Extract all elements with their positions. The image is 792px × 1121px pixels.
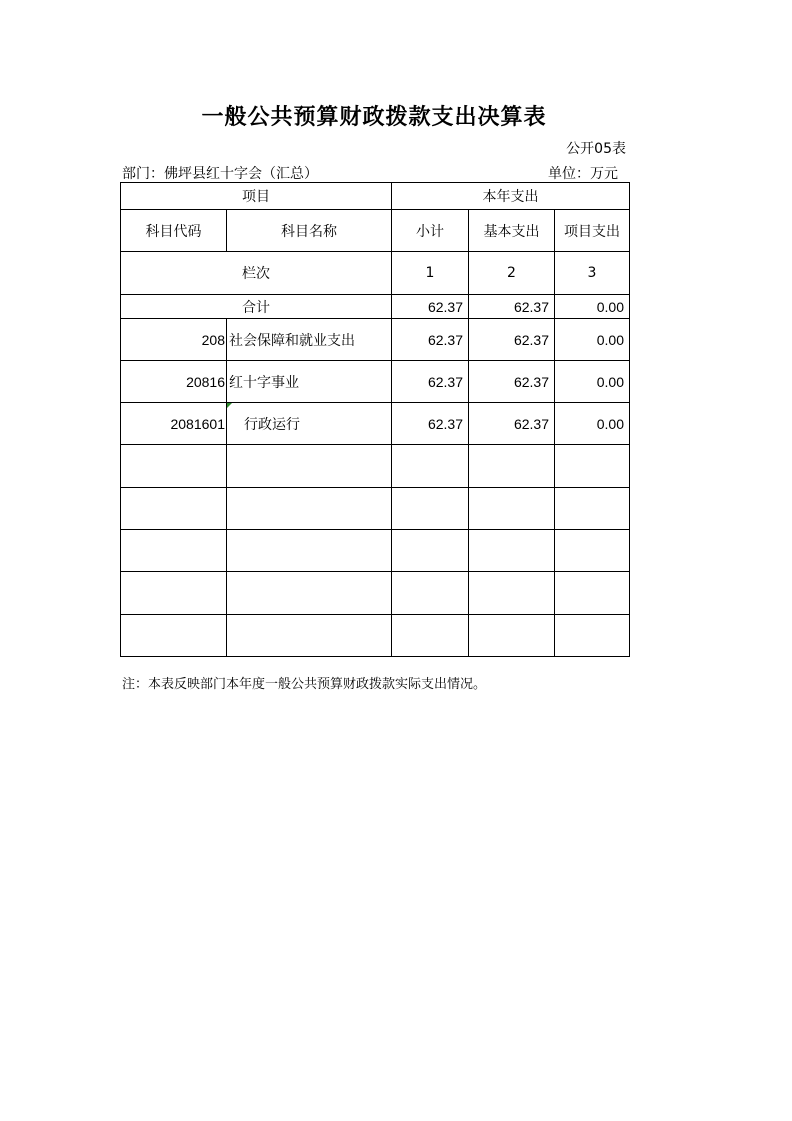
- row-subtotal: 62.37: [392, 319, 469, 361]
- column-number-2: 2: [469, 252, 555, 295]
- header-basic: 基本支出: [469, 210, 555, 252]
- row-project: 0.00: [555, 319, 630, 361]
- header-subtotal: 小计: [392, 210, 469, 252]
- row-basic: 62.37: [469, 319, 555, 361]
- column-number-3: 3: [555, 252, 630, 295]
- header-expense-group: 本年支出: [392, 183, 630, 210]
- column-number-label: 栏次: [121, 252, 392, 295]
- row-subtotal: 62.37: [392, 403, 469, 445]
- empty-row: [121, 530, 630, 572]
- total-label: 合计: [121, 295, 392, 319]
- table-row: [121, 319, 630, 361]
- header-code: 科目代码: [121, 210, 227, 252]
- total-project: 0.00: [555, 295, 630, 319]
- total-basic: 62.37: [469, 295, 555, 319]
- header-name: 科目名称: [227, 210, 392, 252]
- empty-row: [121, 445, 630, 488]
- empty-row: [121, 615, 630, 657]
- total-row: [121, 295, 630, 319]
- column-number-row: [121, 252, 630, 295]
- table-row: [121, 361, 630, 403]
- row-project: 0.00: [555, 403, 630, 445]
- report-title: 一般公共预算财政拨款支出决算表: [201, 105, 547, 130]
- row-basic: 62.37: [469, 403, 555, 445]
- row-name: 红十字事业: [227, 361, 392, 403]
- row-name: 行政运行: [244, 416, 300, 433]
- row-code: 208: [121, 319, 227, 361]
- row-name: 社会保障和就业支出: [227, 319, 392, 361]
- empty-row: [121, 572, 630, 615]
- row-name-cell: [227, 403, 392, 445]
- header-row-columns: [121, 210, 630, 252]
- header-item-group: 项目: [121, 183, 392, 210]
- unit-label: 单位：万元: [548, 166, 618, 182]
- row-code: 20816: [121, 361, 227, 403]
- row-basic: 62.37: [469, 361, 555, 403]
- form-number: 公开05表: [566, 141, 626, 157]
- row-code: 2081601: [121, 403, 227, 445]
- department-label: 部门：佛坪县红十字会（汇总）: [122, 166, 318, 182]
- row-subtotal: 62.37: [392, 361, 469, 403]
- footnote: 注：本表反映部门本年度一般公共预算财政拨款实际支出情况。: [122, 677, 487, 692]
- total-subtotal: 62.37: [392, 295, 469, 319]
- header-project: 项目支出: [555, 210, 630, 252]
- column-number-1: 1: [392, 252, 469, 295]
- empty-row: [121, 488, 630, 530]
- cell-comment-marker: [227, 403, 232, 408]
- header-row-group: [121, 183, 630, 210]
- table-row: [121, 403, 630, 445]
- expenditure-table: [120, 182, 630, 657]
- row-project: 0.00: [555, 361, 630, 403]
